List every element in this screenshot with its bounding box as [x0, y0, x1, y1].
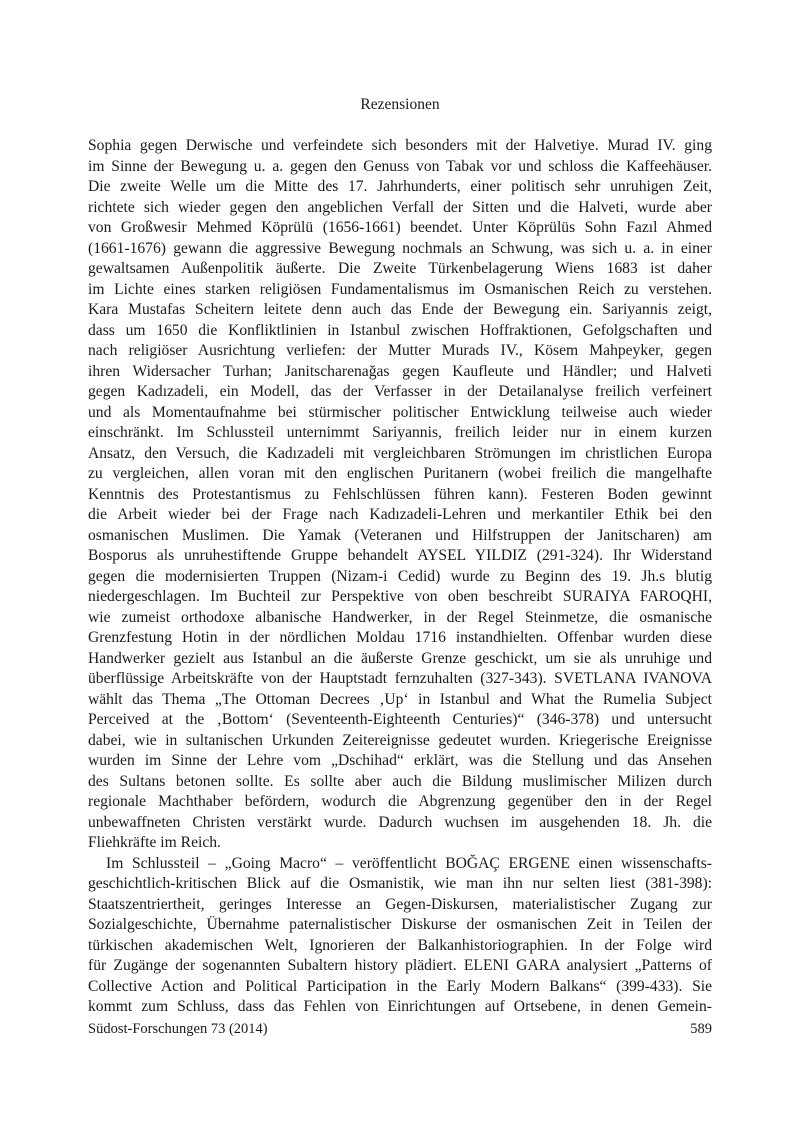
text-line: (1661-1676) gewann die aggressive Bewegung nochmals an Schwung, was sich u. a. in einer [88, 239, 712, 257]
text-line: kommt zum Schluss, dass das Fehlen von Einrichtungen auf Ortsebene, in denen Gemein- [88, 998, 712, 1015]
text-line: einschränkt. Im Schlussteil unternimmt Sariyannis, freilich leider nur in einem kurzen [88, 424, 712, 441]
text-line: gegen die modernisierten Truppen (Nizam-i Cedid) wurde zu Beginn des 19. Jh.s blutig [88, 567, 712, 585]
text-line: unbewaffneten Christen verstärkt wurde. Dadurch wuchsen im ausgehenden 18. Jh. die [88, 813, 712, 831]
text-line: des Sultans betonen sollte. Es sollte aber auch die Bildung muslimischer Milizen durch [88, 772, 712, 790]
text-line: Die zweite Welle um die Mitte des 17. Jahrhunderts, einer politisch sehr unruhigen Zeit, [88, 178, 712, 195]
text-line: im Sinne der Bewegung u. a. gegen den Genuss von Tabak vor und schloss die Kaffeehäuser. [88, 157, 712, 175]
text-line: niedergeschlagen. Im Buchteil zur Perspektive von oben beschreibt SURAIYA FAROQHI, [88, 588, 712, 605]
text-line: Bosporus als unruhestiftende Gruppe behandelt AYSEL YILDIZ (291-324). Ihr Widerstand [88, 547, 712, 564]
text-line: Im Schlussteil – „Going Macro“ – veröffentlicht BOĞAÇ ERGENE einen wissenschafts- [106, 854, 712, 872]
text-line: Ansatz, den Versuch, die Kadızadeli mit vergleichbaren Strömungen im christlichen Europa [88, 444, 712, 462]
review-text-body [88, 136, 712, 1018]
text-line: Handwerker gezielt aus Istanbul an die äußerste Grenze geschickt, um sie als unruhige und [88, 649, 712, 667]
text-line: im Lichte eines starken religiösen Fundamentalismus im Osmanischen Reich zu verstehen. [88, 280, 712, 298]
text-line: richtete sich wieder gegen den angeblichen Verfall der Sitten und die Halveti, wurde aber [88, 198, 712, 216]
text-line: Kenntnis des Protestantismus zu Fehlschlüssen führen kann). Festeren Boden gewinnt [88, 485, 712, 503]
text-line: wurden im Sinne der Lehre vom „Dschihad“ erklärt, was die Stellung und das Ansehen [88, 752, 712, 769]
text-line: Perceived at the ‚Bottom‘ (Seventeenth-Eighteenth Centuries)“ (346-378) und untersucht [88, 711, 712, 728]
text-line: ihren Widersacher Turhan; Janitscharenağas gegen Kaufleute und Händler; und Halveti [88, 362, 712, 380]
text-line: nach religiöser Ausrichtung verliefen: der Mutter Murads IV., Kösem Mahpeyker, gegen [88, 342, 712, 359]
text-line: Sophia gegen Derwische und verfeindete sich besonders mit der Halvetiye. Murad IV. ging [88, 137, 712, 154]
text-line: für Zugänge der sogenannten Subaltern history plädiert. ELENI GARA analysiert „Patterns of [88, 957, 712, 974]
text-line: und als Momentaufnahme bei stürmischer politischer Entwicklung teilweise auch wieder [88, 403, 712, 421]
text-line: Collective Action and Political Participation in the Early Modern Balkans“ (399-433). Sie [88, 977, 712, 995]
text-line: die Arbeit wieder bei der Frage nach Kadızadeli-Lehren und merkantiler Ethik bei den [88, 506, 712, 523]
text-line: wie zumeist orthodoxe albanische Handwerker, in der Regel Steinmetze, die osmanische [88, 608, 712, 626]
text-line: Staatszentriertheit, geringes Interesse an Gegen-Diskursen, materialistischer Zugang zur [88, 895, 712, 913]
text-line: Fliehkräfte im Reich. [88, 834, 221, 851]
text-line: geschichtlich-kritischen Blick auf die Osmanistik, wie man ihn nur selten liest (381-398): [88, 875, 712, 892]
text-line: überflüssige Arbeitskräfte von der Hauptstadt fernzuhalten (327-343). SVETLANA IVANOVA [88, 670, 712, 687]
text-line: wählt das Thema „The Ottoman Decrees ‚Up‘ in Istanbul and What the Rumelia Subject [88, 690, 712, 708]
running-header: Rezensionen [360, 96, 440, 113]
text-line: dabei, wie in sultanischen Urkunden Zeitereignisse gedeutet wurden. Kriegerische Ereignisse [88, 731, 712, 749]
text-line: dass um 1650 die Konfliktlinien in Istanbul zwischen Hoffraktionen, Gefolgschaften und [88, 321, 712, 339]
text-line: osmanischen Muslimen. Die Yamak (Veteranen und Hilfstruppen der Janitscharen) am [88, 526, 712, 544]
text-line: regionale Machthaber befördern, wodurch die Abgrenzung gegenüber den in der Regel [88, 793, 712, 810]
text-line: Kara Mustafas Scheitern leitete denn auch das Ende der Bewegung ein. Sariyannis zeigt, [88, 301, 712, 318]
text-line: zu vergleichen, allen voran mit den englischen Puritanern (wobei freilich die mangelhafte [88, 465, 712, 482]
text-line: Grenzfestung Hotin in der nördlichen Moldau 1716 instandhielten. Offenbar wurden diese [88, 629, 712, 646]
text-line: Sozialgeschichte, Übernahme paternalistischer Diskurse der osmanischen Zeit in Teilen der [88, 916, 712, 933]
text-line: türkischen akademischen Welt, Ignorieren der Balkanhistoriographien. In der Folge wird [88, 936, 712, 954]
text-line: gewaltsamen Außenpolitik äußerte. Die Zweite Türkenbelagerung Wiens 1683 ist daher [88, 260, 712, 277]
journal-citation: Südost-Forschungen 73 (2014) [88, 1021, 268, 1037]
page-number: 589 [690, 1021, 712, 1037]
text-line: gegen Kadızadeli, ein Modell, das der Verfasser in der Detailanalyse freilich verfeinert [88, 383, 712, 400]
text-line: von Großwesir Mehmed Köprülü (1656-1661) beendet. Unter Köprülüs Sohn Fazıl Ahmed [88, 219, 712, 236]
